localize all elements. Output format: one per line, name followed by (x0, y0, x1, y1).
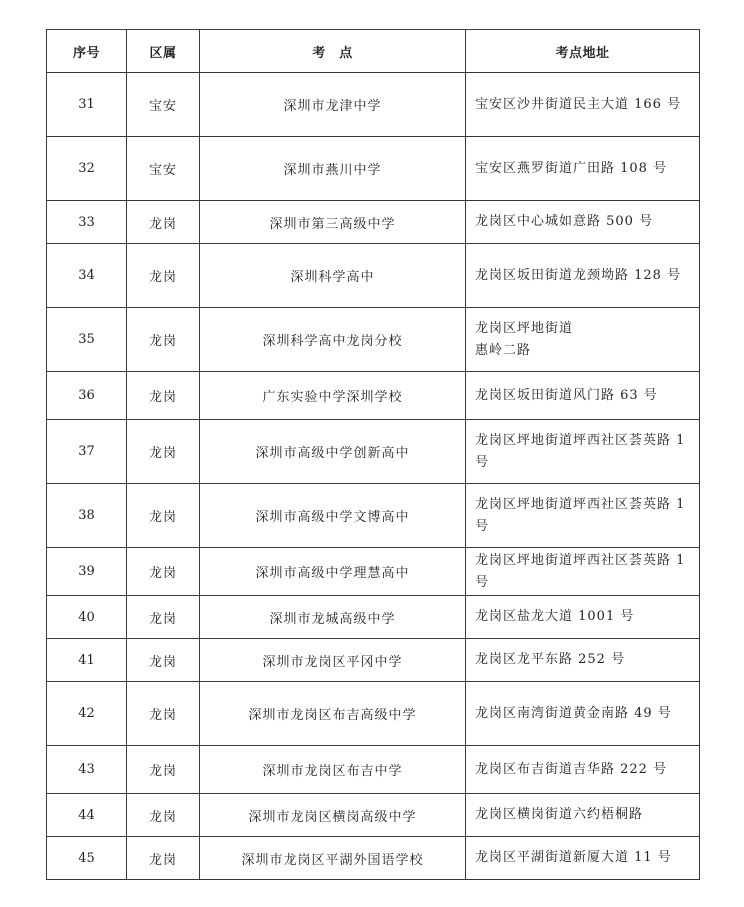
table-row (47, 372, 700, 420)
table-row (47, 639, 700, 682)
row-district: 宝安 (127, 73, 200, 137)
row-index: 33 (47, 201, 127, 244)
row-district: 龙岗 (127, 420, 200, 484)
row-index: 45 (47, 837, 127, 880)
row-district: 龙岗 (127, 596, 200, 639)
row-address: 龙岗区坪地街道坪西社区荟英路 1 号 (466, 484, 700, 548)
row-venue: 深圳市龙岗区平冈中学 (200, 639, 466, 682)
row-venue: 深圳科学高中龙岗分校 (200, 308, 466, 372)
row-index: 34 (47, 244, 127, 308)
row-venue: 深圳市龙城高级中学 (200, 596, 466, 639)
row-venue: 深圳市高级中学创新高中 (200, 420, 466, 484)
exam-venue-table (46, 29, 700, 880)
row-venue: 深圳科学高中 (200, 244, 466, 308)
row-district: 宝安 (127, 137, 200, 201)
row-address: 龙岗区布吉街道吉华路 222 号 (466, 746, 700, 794)
row-district: 龙岗 (127, 201, 200, 244)
row-address: 龙岗区南湾街道黄金南路 49 号 (466, 682, 700, 746)
row-district: 龙岗 (127, 484, 200, 548)
row-address: 龙岗区龙平东路 252 号 (466, 639, 700, 682)
row-index: 37 (47, 420, 127, 484)
header-venue: 考 点 (200, 30, 466, 73)
row-index: 41 (47, 639, 127, 682)
row-district: 龙岗 (127, 794, 200, 837)
row-address: 宝安区沙井街道民主大道 166 号 (466, 73, 700, 137)
row-district: 龙岗 (127, 308, 200, 372)
header-index: 序号 (47, 30, 127, 73)
table-row (47, 794, 700, 837)
row-district: 龙岗 (127, 837, 200, 880)
table-row (47, 746, 700, 794)
row-district: 龙岗 (127, 372, 200, 420)
table-row (47, 420, 700, 484)
row-venue: 深圳市高级中学理慧高中 (200, 548, 466, 596)
row-venue: 深圳市燕川中学 (200, 137, 466, 201)
row-index: 31 (47, 73, 127, 137)
row-address: 龙岗区中心城如意路 500 号 (466, 201, 700, 244)
row-venue: 深圳市高级中学文博高中 (200, 484, 466, 548)
row-venue: 深圳市第三高级中学 (200, 201, 466, 244)
header-address: 考点地址 (466, 30, 700, 73)
table-row (47, 548, 700, 596)
table-row (47, 308, 700, 372)
row-venue: 深圳市龙岗区布吉中学 (200, 746, 466, 794)
table-row (47, 201, 700, 244)
table-row (47, 837, 700, 880)
row-address: 龙岗区坪地街道坪西社区荟英路 1 号 (466, 548, 700, 596)
row-index: 35 (47, 308, 127, 372)
row-district: 龙岗 (127, 639, 200, 682)
row-address: 龙岗区坪地街道坪西社区荟英路 1 号 (466, 420, 700, 484)
row-district: 龙岗 (127, 746, 200, 794)
row-address: 龙岗区坪地街道 惠岭二路 (466, 308, 700, 372)
row-venue: 深圳市龙岗区横岗高级中学 (200, 794, 466, 837)
table-row (47, 137, 700, 201)
table-row (47, 596, 700, 639)
row-address: 龙岗区盐龙大道 1001 号 (466, 596, 700, 639)
header-district: 区属 (127, 30, 200, 73)
table-row (47, 682, 700, 746)
table-row (47, 244, 700, 308)
row-index: 32 (47, 137, 127, 201)
row-index: 42 (47, 682, 127, 746)
row-address: 龙岗区坂田街道龙颈坳路 128 号 (466, 244, 700, 308)
row-district: 龙岗 (127, 548, 200, 596)
row-venue: 深圳市龙岗区平湖外国语学校 (200, 837, 466, 880)
row-venue: 广东实验中学深圳学校 (200, 372, 466, 420)
row-index: 38 (47, 484, 127, 548)
row-district: 龙岗 (127, 682, 200, 746)
row-index: 36 (47, 372, 127, 420)
row-address: 龙岗区横岗街道六约梧桐路 (466, 794, 700, 837)
row-address: 龙岗区平湖街道新厦大道 11 号 (466, 837, 700, 880)
table-row (47, 73, 700, 137)
row-index: 40 (47, 596, 127, 639)
row-index: 44 (47, 794, 127, 837)
row-address: 龙岗区坂田街道风门路 63 号 (466, 372, 700, 420)
table-row (47, 484, 700, 548)
row-index: 43 (47, 746, 127, 794)
row-district: 龙岗 (127, 244, 200, 308)
table-header-row (47, 30, 700, 73)
row-venue: 深圳市龙津中学 (200, 73, 466, 137)
row-venue: 深圳市龙岗区布吉高级中学 (200, 682, 466, 746)
row-index: 39 (47, 548, 127, 596)
row-address: 宝安区燕罗街道广田路 108 号 (466, 137, 700, 201)
